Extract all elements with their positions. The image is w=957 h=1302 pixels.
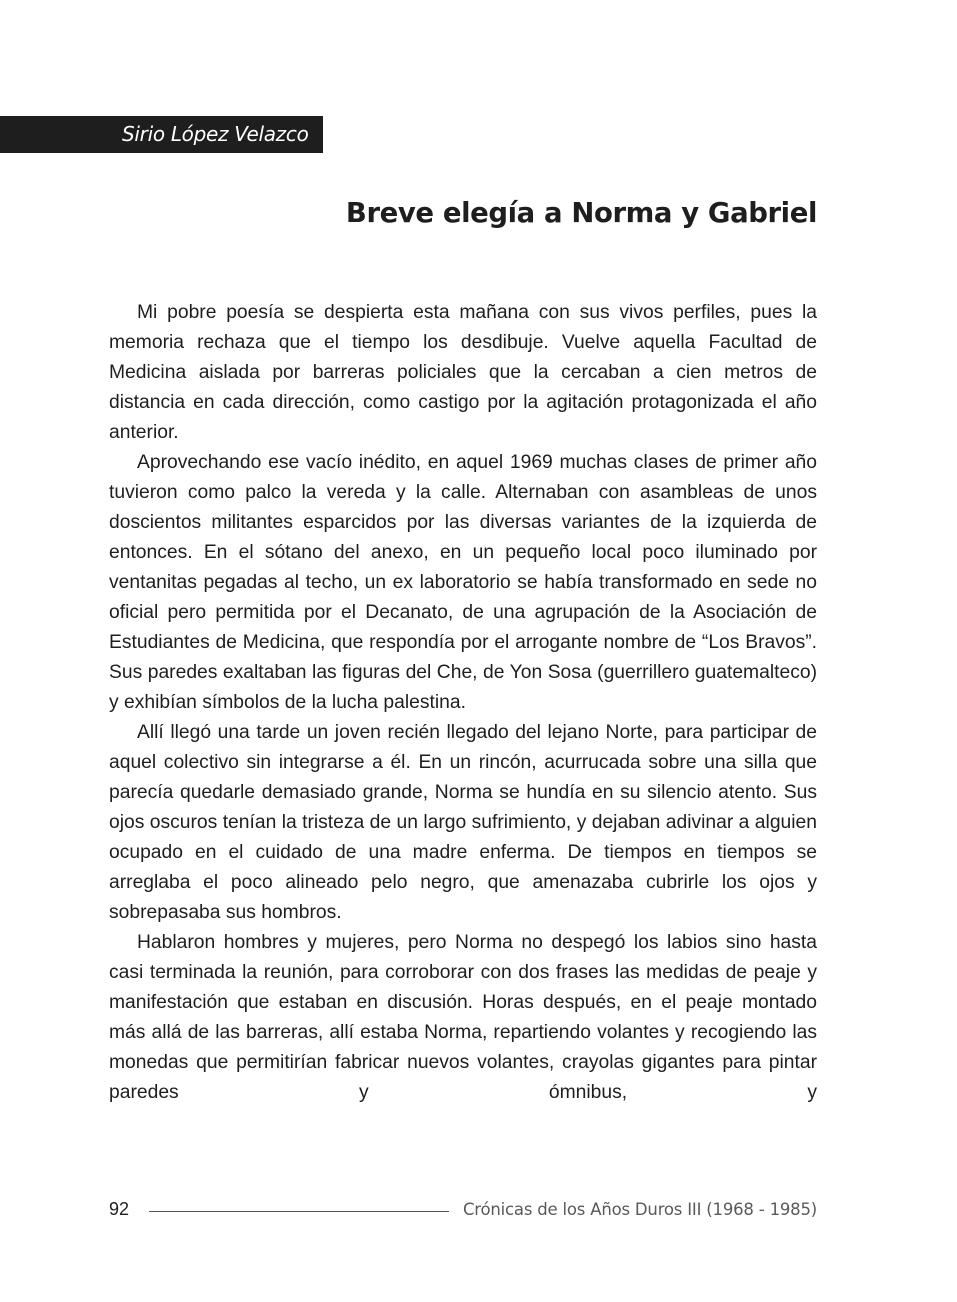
paragraph: Aprovechando ese vacío inédito, en aquel 1969 muchas clases de primer año tuvieron como palco la vereda y la calle. Alternaban con asambleas de unos doscientos militantes esparcidos por las diversas variantes de la izquierda de entonces. En el sótano del anexo, en un pequeño local poco iluminado por ventanitas pegadas al techo, un ex laboratorio se había transformado en sede no oficial pero permitida por el Decanato, de una agrupación de la Asociación de Estudiantes de Medicina, que respondía por el arrogante nombre de “Los Bravos”. Sus paredes exaltaban las figuras del Che, de Yon Sosa (guerrillero guatemalteco) y exhibían símbolos de la lucha palestina. [109,452,817,713]
paragraph: Allí llegó una tarde un joven recién llegado del lejano Norte, para participar de aquel colectivo sin integrarse a él. En un rincón, acurrucada sobre una silla que parecía quedarle demasiado grande, Norma se hundía en su silencio atento. Sus ojos oscuros tenían la tristeza de un largo sufrimiento, y dejaban adivinar a alguien ocupado en el cuidado de una madre enferma. De tiempos en tiempos se arreglaba el poco alineado pelo negro, que amenazaba cubrirle los ojos y sobrepasaba sus hombros. [109,722,817,923]
author-name: Sirio López Velazco [122,122,309,146]
page-footer [109,1194,817,1224]
footer-divider [149,1211,449,1212]
chapter-title: Breve elegía a Norma y Gabriel [345,197,817,229]
author-header-band [0,116,323,153]
paragraph: Hablaron hombres y mujeres, pero Norma no despegó los labios sino hasta casi terminada la reunión, para corroborar con dos frases las medidas de peaje y manifestación que estaban en discusión. Horas después, en el peaje montado más allá de las barreras, allí estaba Norma, repartiendo volantes y recogiendo las monedas que permitirían fabricar nuevos volantes, crayolas gigantes para pintar paredes y ómnibus, y [109,932,817,1103]
paragraph: Mi pobre poesía se despierta esta mañana con sus vivos perfiles, pues la memoria rechaza que el tiempo los desdibuje. Vuelve aquella Facultad de Medicina aislada por barreras policiales que la cercaban a cien metros de distancia en cada dirección, como castigo por la agitación protagonizada el año anterior. [109,302,817,443]
page-number: 92 [109,1199,130,1219]
book-title: Crónicas de los Años Duros III (1968 - 1985) [462,1200,817,1219]
article-body [109,298,817,1108]
